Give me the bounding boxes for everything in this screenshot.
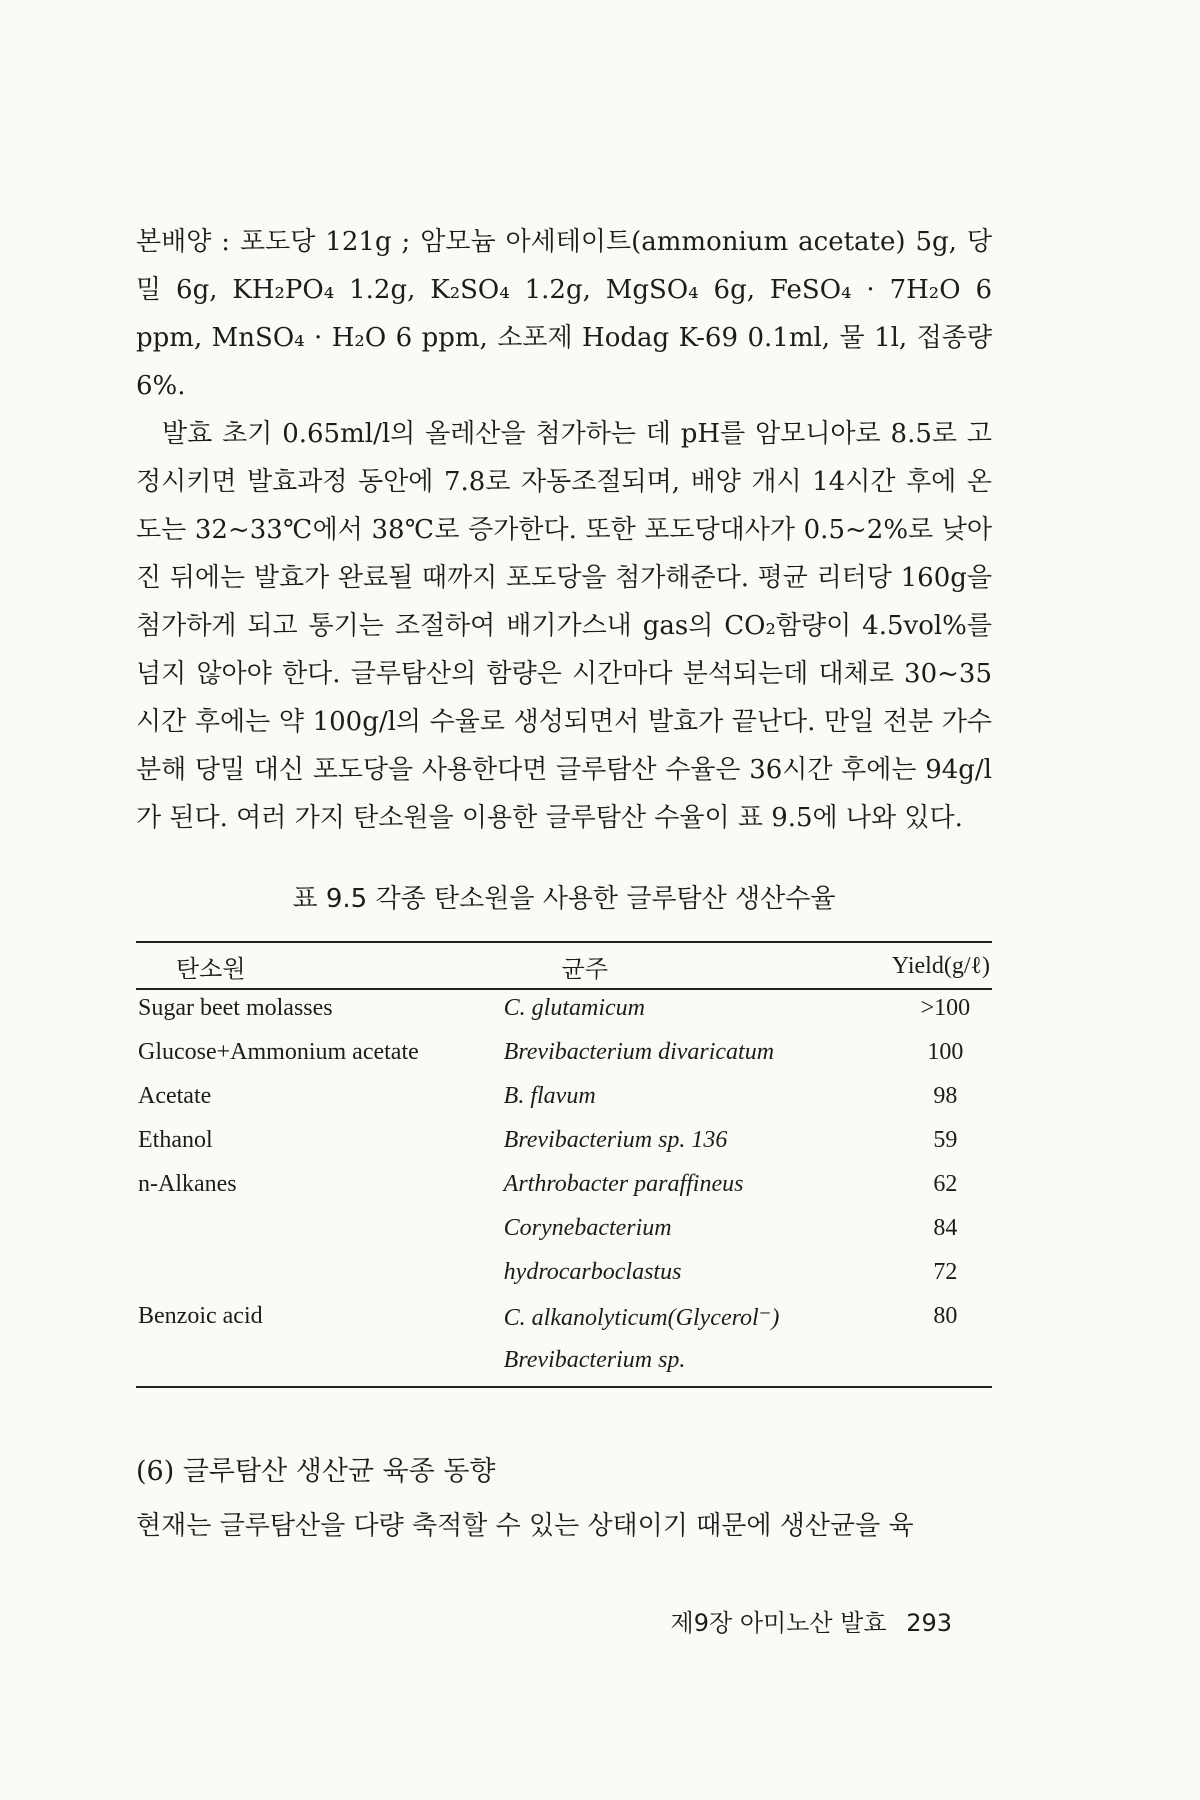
table-row [136, 1034, 992, 1078]
cell-yield: 80 [933, 1303, 958, 1329]
cell-strain: hydrocarboclastus [503, 1259, 682, 1285]
cell-carbon-source: Benzoic acid [138, 1303, 263, 1329]
medium-composition-paragraph: 본배양 : 포도당 121g ; 암모늄 아세테이트(ammonium acetate) 5g, 당밀 6g, KH₂PO₄ 1.2g, K₂SO₄ 1.2g, MgSO₄ 6g, FeSO₄ · 7H₂O 6 ppm, MnSO₄ · H₂O 6 ppm, 소포제 Hodag K-69 0.1ml, 물 1l, 접종량 6%. [136, 227, 992, 401]
header-yield: Yield(g/ℓ) [861, 942, 992, 989]
cell-yield: 100 [927, 1039, 964, 1065]
cell-strain: Brevibacterium divaricatum [503, 1039, 775, 1065]
header-strain: 균주 [502, 942, 861, 989]
cell-yield: >100 [920, 995, 971, 1021]
cell-strain: C. glutamicum [503, 995, 645, 1021]
cell-yield: 62 [933, 1171, 958, 1197]
cell-carbon-source: Sugar beet molasses [138, 995, 333, 1021]
cell-strain: Corynebacterium [503, 1215, 672, 1241]
cell-yield: 84 [933, 1215, 958, 1241]
header-carbon-source: 탄소원 [136, 942, 502, 989]
cell-carbon-source: Ethanol [138, 1127, 213, 1153]
table-row [136, 1342, 992, 1387]
cell-yield: 98 [933, 1083, 958, 1109]
fermentation-paragraph: 발효 초기 0.65ml/l의 올레산을 첨가하는 데 pH를 암모니아로 8.5로 고정시키면 발효과정 동안에 7.8로 자동조절되며, 배양 개시 14시간 후에 온도는 32~33℃에서 38℃로 증가한다. 또한 포도당대사가 0.5~2%로 낮아진 뒤에는 발효가 완료될 때까지 포도당을 첨가해준다. 평균 리터당 160g을 첨가하게 되고 통기는 조절하여 배기가스내 gas의 CO₂함량이 4.5vol%를 넘지 않아야 한다. 글루탐산의 함량은 시간마다 분석되는데 대체로 30~35시간 후에는 약 100g/l의 수율로 생성되면서 발효가 끝난다. 만일 전분 가수분해 당밀 대신 포도당을 사용한다면 글루탐산 수율은 36시간 후에는 94g/l가 된다. 여러 가지 탄소원을 이용한 글루탐산 수율이 표 9.5에 나와 있다. [136, 419, 992, 833]
cell-strain: Brevibacterium sp. 136 [503, 1127, 728, 1153]
cell-carbon-source: Glucose+Ammonium acetate [138, 1039, 419, 1065]
section-text: 현재는 글루탐산을 다량 축적할 수 있는 상태이기 때문에 생산균을 육 [136, 1511, 914, 1541]
table-row [136, 1254, 992, 1298]
body-text [136, 218, 992, 842]
cell-carbon-source: Acetate [138, 1083, 212, 1109]
table-row [136, 1166, 992, 1210]
table-row [136, 1210, 992, 1254]
cell-strain: Brevibacterium sp. [502, 1342, 861, 1387]
cell-strain: B. flavum [503, 1083, 596, 1109]
page-body [136, 218, 992, 1550]
table-row [136, 1298, 992, 1342]
page-number: 293 [906, 1609, 952, 1637]
cell-carbon-source [136, 1342, 502, 1387]
cell-yield [861, 1342, 992, 1387]
table-row [136, 989, 992, 1034]
cell-carbon-source: n-Alkanes [138, 1171, 237, 1197]
page-footer [659, 1603, 952, 1638]
cell-yield: 72 [933, 1259, 958, 1285]
chapter-title: 제9장 아미노산 발효 [670, 1609, 887, 1637]
table-row [136, 1122, 992, 1166]
table-caption: 표 9.5 각종 탄소원을 사용한 글루탐산 생산수율 [292, 884, 836, 914]
cell-yield: 59 [933, 1127, 958, 1153]
cell-strain: C. alkanolyticum(Glycerol⁻) [503, 1305, 780, 1331]
yield-table [136, 941, 992, 1388]
cell-carbon-source [136, 1210, 502, 1254]
cell-strain: Arthrobacter paraffineus [503, 1171, 744, 1197]
section-heading: (6) 글루탐산 생산균 육종 동향 [136, 1456, 496, 1487]
table-header-row [136, 942, 992, 989]
cell-carbon-source [136, 1254, 502, 1298]
table-row [136, 1078, 992, 1122]
